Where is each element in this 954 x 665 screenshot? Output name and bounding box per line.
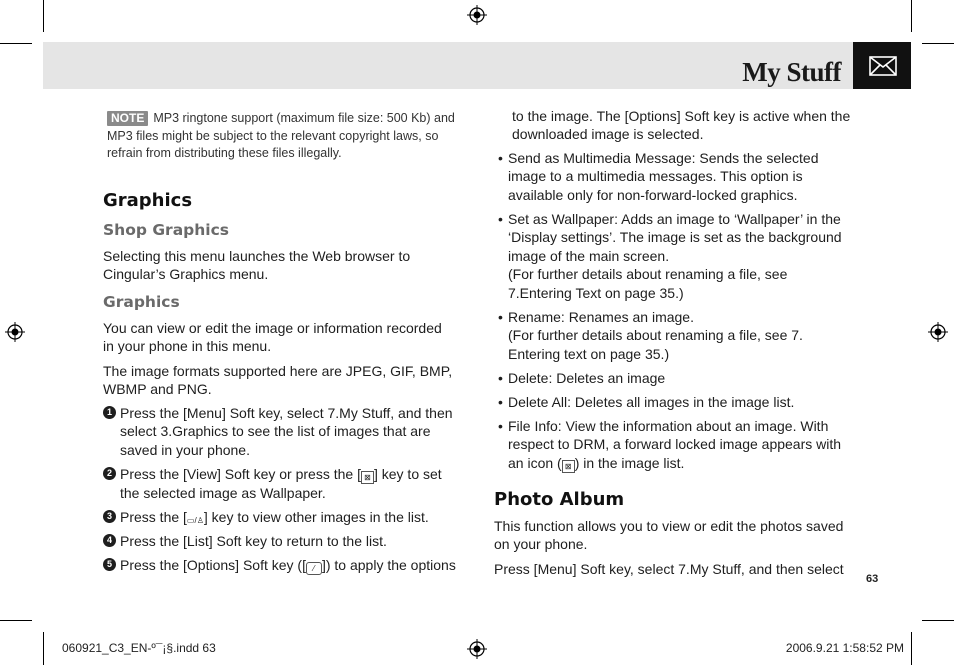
subheading-graphics: Graphics [103,293,180,311]
footer-timestamp: 2006.9.21 1:58:52 PM [785,641,904,655]
graphics-paragraph-1: You can view or edit the image or information recorded in your phone in this menu. [103,320,442,355]
step-text-pre: Press the [Options] Soft key ([ [120,557,306,573]
bullet-delete-all: • Delete All: Deletes all images in the image list. [498,394,795,410]
page-title: My Stuff [742,57,841,87]
bullet-send-mms: • Send as Multimedia Message: Sends the selected image to a multimedia messages. This option is available only for non-forward-locked graphics. [498,150,819,203]
registration-mark-icon [467,5,487,25]
crop-mark [922,43,954,44]
continued-text: to the image. The [Options] Soft key is active when the downloaded image is selected. [512,108,851,143]
crop-mark [0,43,32,44]
crop-mark [43,0,44,32]
drm-lock-icon: ⊠ [562,460,575,473]
note-text: MP3 ringtone support (maximum file size: 500 Kb) and MP3 files might be subject to the relevant copyright laws, so refrain from distributing these files illegally. [107,111,455,161]
title-icon-box [853,42,911,89]
subheading-shop-graphics: Shop Graphics [103,221,230,239]
step-text-post: ] key to view other images in the list. [203,509,429,525]
options-key-icon: ⁄ [306,562,322,575]
page-number: 63 [866,573,879,585]
crop-mark [911,0,912,32]
bullet-text: Delete: Deletes an image [508,370,666,386]
section-heading-photo-album: Photo Album [494,489,625,510]
camera-key-icon: ⊠ [361,471,374,484]
bullet-text: Rename: Renames an image. [508,309,694,325]
step-text: Press the [Menu] Soft key, select 7.My Stuff, and then select 3.Graphics to see the list of images that are saved in your phone. [120,405,453,458]
crop-mark [922,620,954,621]
registration-mark-icon [467,639,487,659]
step-text-post: ]) to apply the options [321,557,456,573]
bullet-set-wallpaper: • Set as Wallpaper: Adds an image to ‘Wallpaper’ in the ‘Display settings’. The image is set as the background image of the main screen. (For further details about renaming a file, see 7.Entering Text on page 35.) [498,211,842,301]
step-text: Press the [List] Soft key to return to the list. [120,533,387,549]
photo-album-paragraph-1: This function allows you to view or edit the photos saved on your phone. [494,518,844,553]
crop-mark [0,620,32,621]
shop-graphics-text: Selecting this menu launches the Web browser to Cingular’s Graphics menu. [103,248,411,283]
note-badge: NOTE [107,111,148,126]
step-number: 3 [103,510,116,523]
bullet-delete: • Delete: Deletes an image [498,370,666,386]
step-3 [103,508,463,526]
step-4 [103,532,463,550]
bullet-extra: (For further details about renaming a file, see 7.Entering Text on page 35.) [508,266,788,301]
note [107,110,467,163]
step-text-pre: Press the [ [120,509,187,525]
bullet-text-post: ) in the image list. [574,454,685,471]
registration-mark-icon [5,322,25,342]
bullet-text-pre: File Info: View the information about an image. With respect to DRM, a forward locked image appears with an icon ( [508,418,842,471]
crop-mark [911,632,912,665]
envelope-icon [869,56,897,76]
nav-key-icon: ▭/♙ [186,516,204,525]
bullet-text: Set as Wallpaper: Adds an image to ‘Wallpaper’ in the ‘Display settings’. The image is set as the background image of the main screen. [508,211,842,264]
footer-file-name: 060921_C3_EN-º¯¡§.indd 63 [62,641,216,655]
step-5 [103,556,463,575]
bullet-extra: (For further details about renaming a file, see 7. Entering text on page 35.) [508,327,803,362]
bullet-file-info: • File Info: View the information about an image. With respect to DRM, a forward locked image appears with an icon ( ⊠ ) in the image list. [498,418,842,471]
step-text-post: ] key to set the selected image as Wallpaper. [120,466,442,501]
graphics-paragraph-2: The image formats supported here are JPEG, GIF, BMP, WBMP and PNG. [103,363,453,398]
step-number: 4 [103,534,116,547]
step-number: 1 [103,406,116,419]
step-1 [103,404,463,459]
registration-mark-icon [928,322,948,342]
bullet-rename: • Rename: Renames an image. (For further details about renaming a file, see 7. Entering text on page 35.) [498,309,803,362]
step-2 [103,465,463,502]
step-text-pre: Press the [View] Soft key or press the [ [120,466,361,482]
step-number: 2 [103,467,116,480]
crop-mark [43,632,44,665]
section-heading-graphics: Graphics [103,190,193,211]
photo-album-paragraph-2: Press [Menu] Soft key, select 7.My Stuff, and then select [494,561,844,577]
step-number: 5 [103,558,116,571]
header-band [43,42,853,89]
bullet-text: Send as Multimedia Message: Sends the selected image to a multimedia messages. This option is available only for non-forward-locked graphics. [508,150,819,203]
bullet-text: Delete All: Deletes all images in the image list. [508,394,795,410]
